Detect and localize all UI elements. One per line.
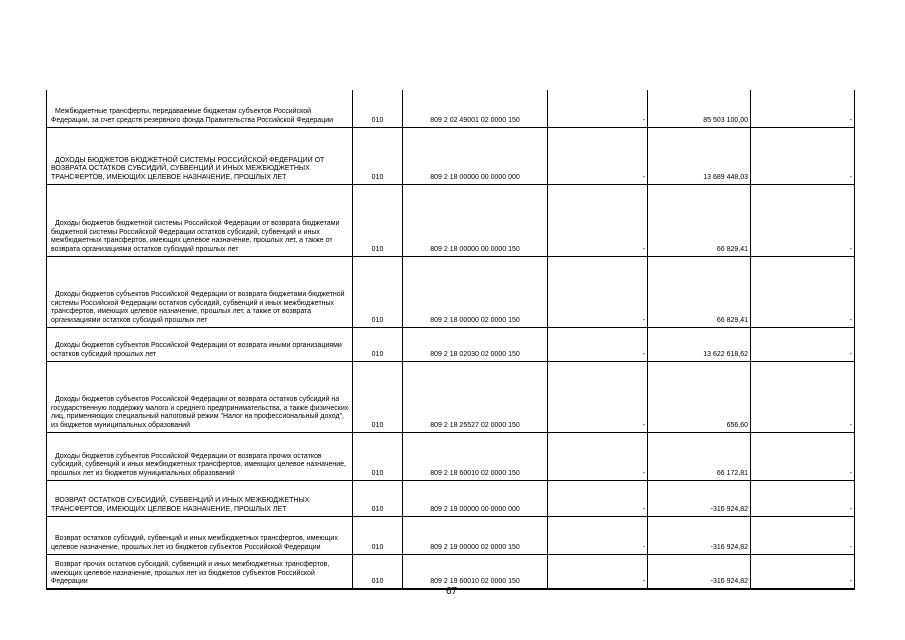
- row-name: Доходы бюджетов субъектов Российской Федерации от возврата бюджетами бюджетной системы Российской Федерации остатков субсидий, субвенций и иных межбюджетных трансфертов, имеющих целевое назначение, прошлых лет, а также от возврата организациями остатков субсидий прошлых лет: [47, 256, 353, 327]
- row-col4: -: [548, 361, 648, 432]
- table-row: [47, 480, 855, 516]
- row-kbk: 809 2 18 00000 00 0000 000: [403, 127, 548, 184]
- table-row: [47, 554, 855, 589]
- row-name: Межбюджетные трансферты, передаваемые бюджетам субъектов Российской Федерации, за счет средств резервного фонда Правительства Российской Федерации: [47, 90, 353, 127]
- row-amount: -316 924,82: [648, 480, 751, 516]
- row-col6: -: [751, 516, 855, 554]
- row-col4: -: [548, 90, 648, 127]
- row-code: 010: [353, 327, 403, 361]
- row-col4: -: [548, 127, 648, 184]
- row-amount: 66 172,81: [648, 432, 751, 480]
- row-amount: 66 829,41: [648, 256, 751, 327]
- report-sheet: [46, 90, 854, 590]
- page-number: 67: [446, 586, 458, 597]
- row-name: Доходы бюджетов субъектов Российской Федерации от возврата прочих остатков субсидий, субвенций и иных межбюджетных трансфертов, имеющих целевое назначение, прошлых лет из бюджетов муниципальных образований: [47, 432, 353, 480]
- row-name: Возврат прочих остатков субсидий, субвенций и иных межбюджетных трансфертов, имеющих целевое назначение, прошлых лет из бюджетов субъектов Российской Федерации: [47, 554, 353, 589]
- row-name: Доходы бюджетов субъектов Российской Федерации от возврата иными организациями остатков субсидий прошлых лет: [47, 327, 353, 361]
- row-code: 010: [353, 516, 403, 554]
- row-code: 010: [353, 554, 403, 589]
- row-name: Возврат остатков субсидий, субвенций и иных межбюджетных трансфертов, имеющих целевое назначение, прошлых лет из бюджетов субъектов Российской Федерации: [47, 516, 353, 554]
- row-col4: -: [548, 554, 648, 589]
- row-kbk: 809 2 18 00000 00 0000 150: [403, 184, 548, 256]
- row-col4: -: [548, 432, 648, 480]
- revenue-table: [46, 90, 855, 590]
- row-col4: -: [548, 516, 648, 554]
- row-amount: 66 829,41: [648, 184, 751, 256]
- row-name: Доходы бюджетов субъектов Российской Федерации от возврата остатков субсидий на государственную поддержку малого и среднего предпринимательства, а также физических лиц, применяющих специальный налоговый режим "Налог на профессиональный доход", из бюджетов муниципальных образований: [47, 361, 353, 432]
- row-kbk: 809 2 19 60010 02 0000 150: [403, 554, 548, 589]
- row-kbk: 809 2 18 25527 02 0000 150: [403, 361, 548, 432]
- row-col6: -: [751, 184, 855, 256]
- row-kbk: 809 2 19 00000 02 0000 150: [403, 516, 548, 554]
- table-row: [47, 256, 855, 327]
- row-name: Доходы бюджетов бюджетной системы Российской Федерации от возврата бюджетами бюджетной системы Российской Федерации остатков субсидий, субвенций и иных межбюджетных трансфертов, имеющих целевое назначение, прошлых лет, а также от возврата организациями остатков субсидий прошлых лет: [47, 184, 353, 256]
- row-code: 010: [353, 256, 403, 327]
- row-amount: -316 924,82: [648, 516, 751, 554]
- table-row: [47, 90, 855, 127]
- row-col4: -: [548, 480, 648, 516]
- row-col6: -: [751, 361, 855, 432]
- row-code: 010: [353, 480, 403, 516]
- row-amount: 13 689 448,03: [648, 127, 751, 184]
- table-row: [47, 184, 855, 256]
- row-amount: -316 924,82: [648, 554, 751, 589]
- row-col4: -: [548, 256, 648, 327]
- row-col6: -: [751, 432, 855, 480]
- row-code: 010: [353, 432, 403, 480]
- row-col4: -: [548, 184, 648, 256]
- table-row: [47, 516, 855, 554]
- row-col6: -: [751, 554, 855, 589]
- row-code: 010: [353, 127, 403, 184]
- row-kbk: 809 2 18 00000 02 0000 150: [403, 256, 548, 327]
- row-kbk: 809 2 19 00000 00 0000 000: [403, 480, 548, 516]
- table-row: [47, 432, 855, 480]
- row-name: ВОЗВРАТ ОСТАТКОВ СУБСИДИЙ, СУБВЕНЦИЙ И ИНЫХ МЕЖБЮДЖЕТНЫХ ТРАНСФЕРТОВ, ИМЕЮЩИХ ЦЕЛЕВОЕ НАЗНАЧЕНИЕ, ПРОШЛЫХ ЛЕТ: [47, 480, 353, 516]
- row-kbk: 809 2 18 60010 02 0000 150: [403, 432, 548, 480]
- row-col6: -: [751, 327, 855, 361]
- table-row: [47, 127, 855, 184]
- row-name: ДОХОДЫ БЮДЖЕТОВ БЮДЖЕТНОЙ СИСТЕМЫ РОССИЙСКОЙ ФЕДЕРАЦИИ ОТ ВОЗВРАТА ОСТАТКОВ СУБСИДИЙ, СУБВЕНЦИЙ И ИНЫХ МЕЖБЮДЖЕТНЫХ ТРАНСФЕРТОВ, ИМЕЮЩИХ ЦЕЛЕВОЕ НАЗНАЧЕНИЕ, ПРОШЛЫХ ЛЕТ: [47, 127, 353, 184]
- row-amount: 85 503 100,00: [648, 90, 751, 127]
- row-code: 010: [353, 90, 403, 127]
- row-code: 010: [353, 184, 403, 256]
- row-code: 010: [353, 361, 403, 432]
- row-kbk: 809 2 18 02030 02 0000 150: [403, 327, 548, 361]
- row-amount: 13 622 618,62: [648, 327, 751, 361]
- row-col6: -: [751, 127, 855, 184]
- row-col6: -: [751, 480, 855, 516]
- table-row: [47, 361, 855, 432]
- row-col6: -: [751, 90, 855, 127]
- table-row: [47, 327, 855, 361]
- row-amount: 656,60: [648, 361, 751, 432]
- row-kbk: 809 2 02 49001 02 0000 150: [403, 90, 548, 127]
- row-col6: -: [751, 256, 855, 327]
- row-col4: -: [548, 327, 648, 361]
